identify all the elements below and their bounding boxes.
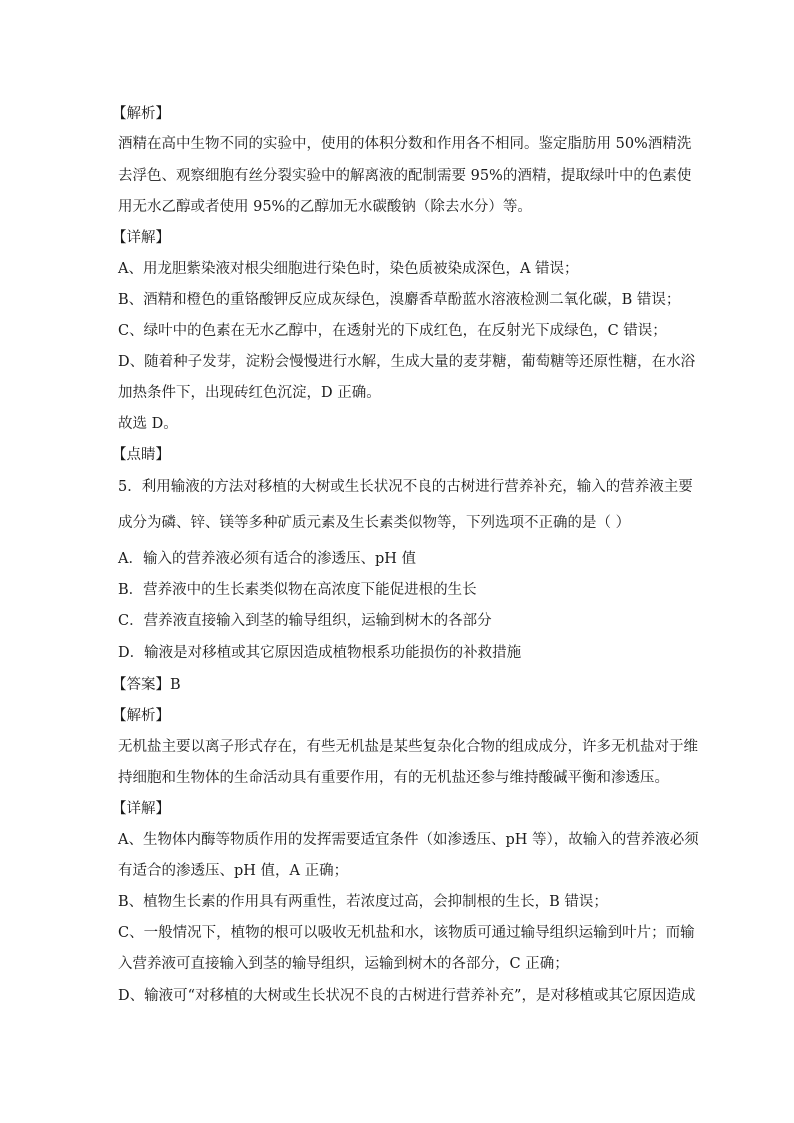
detail-option-d-continued: 加热条件下，出现砖红色沉淀，D 正确。 (118, 385, 381, 401)
analysis-text-line: 酒精在高中生物不同的实验中，使用的体积分数和作用各不相同。鉴定脂肪用 50%酒精洗 (118, 136, 692, 152)
analysis-text-line: 去浮色、观察细胞有丝分裂实验中的解离液的配制需要 95%的酒精，提取绿叶中的色素使 (118, 168, 692, 184)
section-heading-tip: 【点睛】 (112, 447, 170, 463)
analysis-text-line: 无机盐主要以离子形式存在，有些无机盐是某些复杂化合物的组成成分，许多无机盐对于维 (118, 739, 698, 755)
question-option-b: B．营养液中的生长素类似物在高浓度下能促进根的生长 (118, 582, 477, 598)
detail-option-b: B、植物生长素的作用具有两重性，若浓度过高，会抑制根的生长，B 错误； (118, 894, 608, 910)
detail-option-c: C、绿叶中的色素在无水乙醇中，在透射光的下成红色，在反射光下成绿色，C 错误； (118, 323, 667, 339)
detail-option-b: B、酒精和橙色的重铬酸钾反应成灰绿色，溴麝香草酚蓝水溶液检测二氧化碳，B 错误； (118, 292, 681, 308)
question-option-c: C．营养液直接输入到茎的输导组织，运输到树木的各部分 (118, 613, 492, 629)
question-option-a: A．输入的营养液必须有适合的渗透压、pH 值 (118, 551, 417, 567)
detail-option-a: A、用龙胆紫染液对根尖细胞进行染色时，染色质被染成深色，A 错误； (118, 261, 579, 277)
detail-option-d: D、随着种子发芽，淀粉会慢慢进行水解，生成大量的麦芽糖，葡萄糖等还原性糖，在水浴 (118, 354, 696, 370)
question-stem: 5．利用输液的方法对移植的大树或生长状况不良的古树进行营养补充，输入的营养液主要 (118, 479, 693, 495)
section-heading-analysis: 【解析】 (112, 708, 170, 724)
analysis-text-line: 持细胞和生物体的生命活动具有重要作用，有的无机盐还参与维持酸碱平衡和渗透压。 (118, 770, 669, 786)
detail-option-c: C、一般情况下，植物的根可以吸收无机盐和水，该物质可通过输导组织运输到叶片；而输 (118, 925, 695, 941)
analysis-text-line: 用无水乙醇或者使用 95%的乙醇加无水碳酸钠（除去水分）等。 (118, 199, 532, 215)
detail-option-a-continued: 有适合的渗透压、pH 值，A 正确； (118, 863, 349, 879)
detail-option-a: A、生物体内酶等物质作用的发挥需要适宜条件（如渗透压、pH 等），故输入的营养液必须 (118, 832, 699, 848)
section-heading-analysis: 【解析】 (112, 106, 170, 122)
detail-option-d: D、输液可“对移植的大树或生长状况不良的古树进行营养补充”，是对移植或其它原因造成 (118, 988, 696, 1004)
answer-label: 【答案】B (112, 677, 181, 693)
detail-option-c-continued: 入营养液可直接输入到茎的输导组织，运输到树木的各部分，C 正确； (118, 956, 569, 972)
section-heading-detail: 【详解】 (112, 230, 170, 246)
answer-choice-text: 故选 D。 (118, 416, 178, 432)
question-option-d: D．输液是对移植或其它原因造成植物根系功能损伤的补救措施 (118, 645, 522, 661)
section-heading-detail: 【详解】 (112, 801, 170, 817)
question-stem-continued: 成分为磷、锌、镁等多种矿质元素及生长素类似物等，下列选项不正确的是（ ） (118, 515, 631, 531)
